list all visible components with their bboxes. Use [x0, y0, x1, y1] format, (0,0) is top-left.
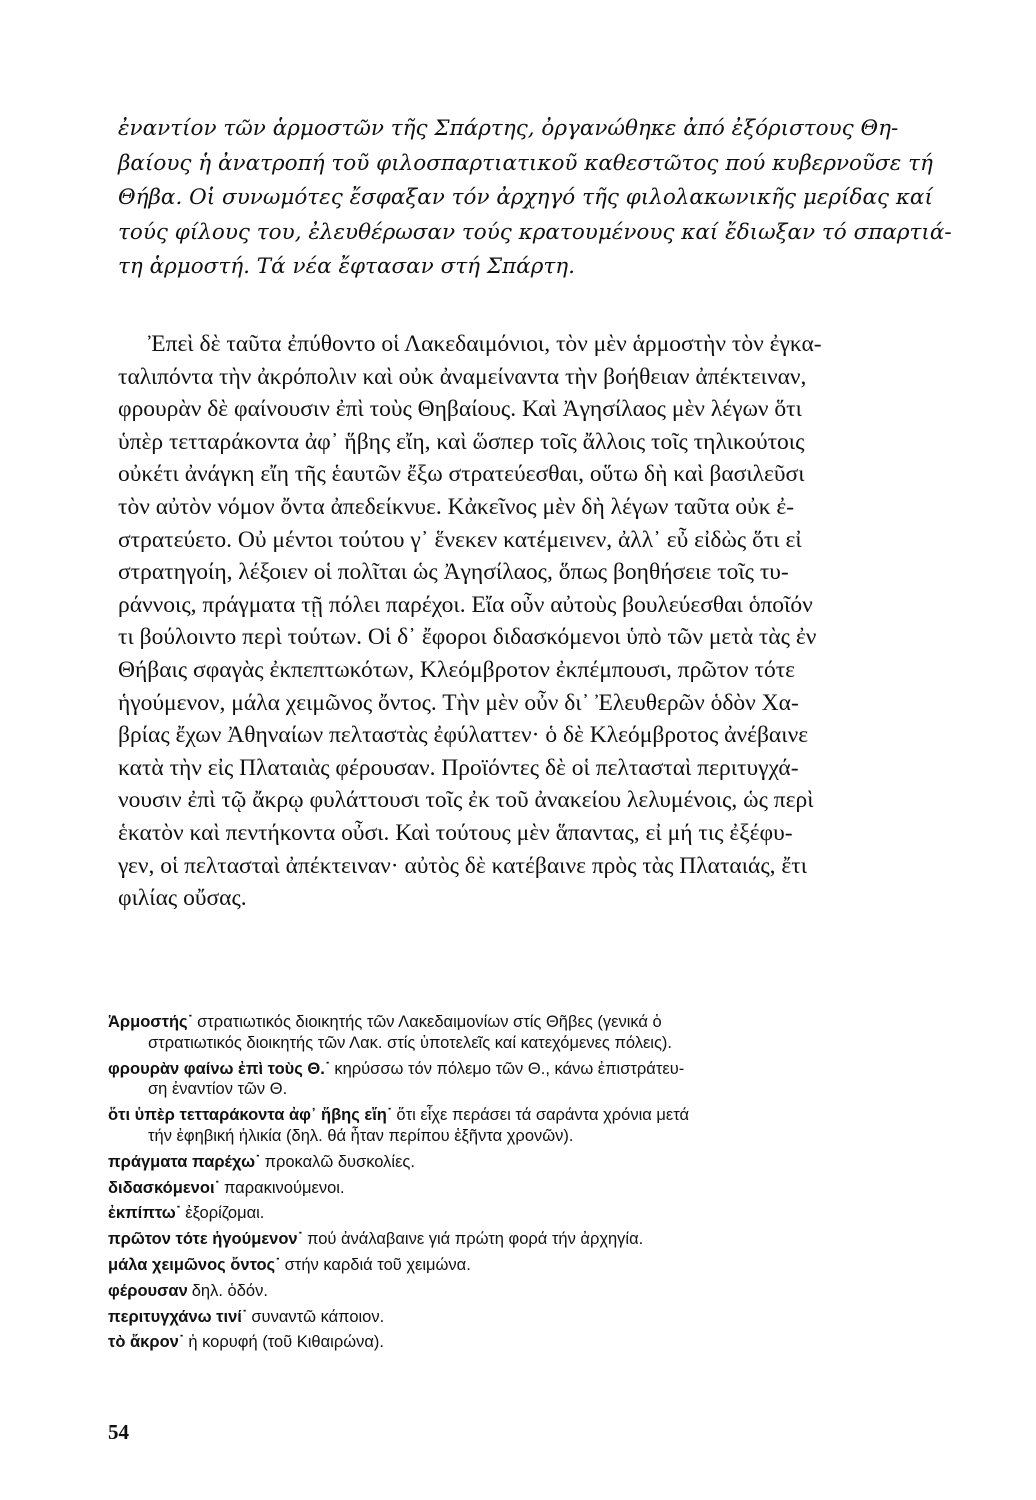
passage-line: οὐκέτι ἀνάγκη εἴη τῆς ἑαυτῶν ἔξω στρατεύεσθαι, οὕτω δὴ καὶ βασιλεῦσι — [118, 461, 805, 488]
intro-line: τούς φίλους του, ἐλευθέρωσαν τούς κρατουμένους καί ἔδιωξαν τό σπαρτιά- — [118, 219, 952, 245]
passage-line: κατὰ τὴν εἰς Πλαταιὰς φέρουσαν. Προϊόντες δὲ οἱ πελτασταὶ περιτυγχά- — [118, 754, 799, 781]
intro-line: Θήβα. Οἱ συνωμότες ἔσφαξαν τόν ἀρχηγό τῆς φιλολακωνικῆς μερίδας καί — [118, 185, 933, 211]
page-number: 54 — [108, 1420, 129, 1444]
passage-line: στρατεύετο. Οὐ μέντοι τούτου γ᾿ ἕνεκεν κατέμεινεν, ἀλλ᾿ εὖ εἰδὼς ὅτι εἰ — [118, 526, 802, 553]
passage-line: ἑκατὸν καὶ πεντήκοντα οὖσι. Καὶ τούτους μὲν ἅπαντας, εἰ μή τις ἐξέφυ- — [118, 819, 793, 846]
passage-line: τι βούλοιντο περὶ τούτων. Οἱ δ᾿ ἔφοροι διδασκόμενοι ὑπὸ τῶν μετὰ τὰς ἐν — [118, 624, 817, 651]
passage-line: φρουρὰν δὲ φαίνουσιν ἐπὶ τοὺς Θηβαίους. Καὶ Ἀγησίλαος μὲν λέγων ὅτι — [118, 396, 802, 423]
glossary-definition-continued: στρατιωτικός διοικητής τῶν Λακ. στίς ὑποτελεῖς καί κατεχόμενες πόλεις). — [148, 1033, 673, 1052]
glossary-definition: ἡ κορυφή (τοῦ Κιθαιρώνα). — [188, 1333, 384, 1352]
passage-line: Θήβαις σφαγὰς ἐκπεπτωκότων, Κλεόμβροτον ἐκπέμπουσι, πρῶτον τότε — [118, 656, 796, 683]
passage-line: βρίας ἔχων Ἀθηναίων πελταστὰς ἐφύλαττεν· ὁ δὲ Κλεόμβροτος ἀνέβαινε — [118, 722, 809, 749]
ancient-greek-passage — [118, 328, 968, 915]
glossary-term: Ἁρμοστής˙ — [108, 1013, 194, 1031]
glossary-definition-continued: ση ἐναντίον τῶν Θ. — [148, 1080, 288, 1099]
passage-line: ὑπὲρ τετταράκοντα ἀφ᾿ ἥβης εἴη, καὶ ὥσπερ τοῖς ἄλλοις τοῖς τηλικούτοις — [118, 428, 805, 455]
passage-line: ταλιπόντα τὴν ἀκρόπολιν καὶ οὐκ ἀναμείναντα τὴν βοήθειαν ἀπέκτειναν, — [118, 363, 807, 390]
glossary-definition: συναντῶ κάποιον. — [251, 1307, 385, 1326]
glossary-definition: ἐξορίζομαι. — [185, 1204, 265, 1223]
glossary-definition: στρατιωτικός διοικητής τῶν Λακεδαιμονίων στίς Θῆβες (γενικά ὁ — [197, 1013, 662, 1031]
glossary-entry — [108, 1281, 968, 1302]
glossary-entry — [108, 1203, 968, 1224]
intro-line: τη ἁρμοστή. Τά νέα ἔφτασαν στή Σπάρτη. — [118, 254, 575, 280]
glossary-entry — [108, 1105, 968, 1147]
intro-line: ἐναντίον τῶν ἁρμοστῶν τῆς Σπάρτης, ὀργανώθηκε ἀπό ἐξόριστους Θη- — [118, 116, 899, 141]
glossary-definition: κηρύσσω τόν πόλεμο τῶν Θ., κάνω ἐπιστράτευ- — [334, 1059, 685, 1078]
passage-line: στρατηγοίη, λέξοιεν οἱ πολῖται ὡς Ἀγησίλαος, ὅπως βοηθήσειε τοῖς τυ- — [118, 559, 789, 586]
passage-line: τὸν αὐτὸν νόμον ὄντα ἀπεδείκνυε. Κἀκεῖνος μὲν δὴ λέγων ταῦτα οὐκ ἐ- — [118, 493, 795, 520]
glossary-entry — [108, 1059, 968, 1101]
intro-paragraph — [118, 112, 968, 285]
glossary — [108, 1012, 968, 1358]
glossary-term: φρουρὰν φαίνω ἐπὶ τοὺς Θ.˙ — [108, 1059, 331, 1078]
glossary-term: πρῶτον τότε ἡγούμενον˙ — [108, 1230, 304, 1249]
glossary-term: ἐκπίπτω˙ — [108, 1204, 182, 1223]
passage-line: γεν, οἱ πελτασταὶ ἀπέκτειναν· αὐτὸς δὲ κατέβαινε πρὸς τὰς Πλαταιάς, ἔτι — [118, 852, 808, 879]
glossary-term: πράγματα παρέχω˙ — [108, 1152, 261, 1171]
glossary-definition: δηλ. ὁδόν. — [191, 1281, 268, 1300]
glossary-entry — [108, 1307, 968, 1328]
glossary-entry — [108, 1229, 968, 1250]
glossary-term: μάλα χειμῶνος ὄντος˙ — [108, 1255, 281, 1274]
glossary-entry — [108, 1012, 968, 1054]
glossary-term: τὸ ἄκρον˙ — [108, 1333, 185, 1352]
intro-line: βαίους ἡ ἀνατροπή τοῦ φιλοσπαρτιατικοῦ καθεστῶτος πού κυβερνοῦσε τή — [118, 150, 933, 176]
glossary-term: διδασκόμενοι˙ — [108, 1178, 221, 1197]
glossary-entry — [108, 1332, 968, 1353]
glossary-definition-continued: τήν ἐφηβική ἡλικία (δηλ. θά ἦταν περίπου ἑξῆντα χρονῶν). — [148, 1126, 574, 1145]
glossary-definition: παρακινούμενοι. — [224, 1178, 345, 1197]
glossary-definition: ὅτι εἶχε περάσει τά σαράντα χρόνια μετά — [396, 1106, 690, 1125]
passage-line: ἡγούμενον, μάλα χειμῶνος ὄντος. Τὴν μὲν οὖν δι᾿ Ἐλευθερῶν ὁδὸν Χα- — [118, 689, 799, 716]
passage-line: Ἐπεὶ δὲ ταῦτα ἐπύθοντο οἱ Λακεδαιμόνιοι, τὸν μὲν ἁρμοστὴν τὸν ἐγκα- — [148, 331, 822, 357]
passage-line: φιλίας οὔσας. — [118, 885, 247, 912]
glossary-term: ὅτι ὑπὲρ τετταράκοντα ἀφ᾿ ἥβης εἴη˙ — [108, 1106, 393, 1125]
glossary-definition: πού ἀνάλαβαινε γιά πρώτη φορά τήν ἀρχηγία. — [307, 1230, 644, 1249]
glossary-entry — [108, 1152, 968, 1173]
glossary-definition: στήν καρδιά τοῦ χειμώνα. — [284, 1255, 471, 1274]
glossary-definition: προκαλῶ δυσκολίες. — [264, 1152, 415, 1171]
glossary-entry — [108, 1255, 968, 1276]
glossary-entry — [108, 1178, 968, 1199]
glossary-term: φέρουσαν — [108, 1281, 188, 1300]
passage-line: νουσιν ἐπὶ τῷ ἄκρῳ φυλάττουσι τοῖς ἐκ τοῦ ἀνακείου λελυμένοις, ὡς περὶ — [118, 787, 814, 814]
glossary-term: περιτυγχάνω τινί˙ — [108, 1307, 248, 1326]
passage-line: ράννοις, πράγματα τῇ πόλει παρέχοι. Εἴα οὖν αὐτοὺς βουλεύεσθαι ὁποῖόν — [118, 591, 813, 618]
